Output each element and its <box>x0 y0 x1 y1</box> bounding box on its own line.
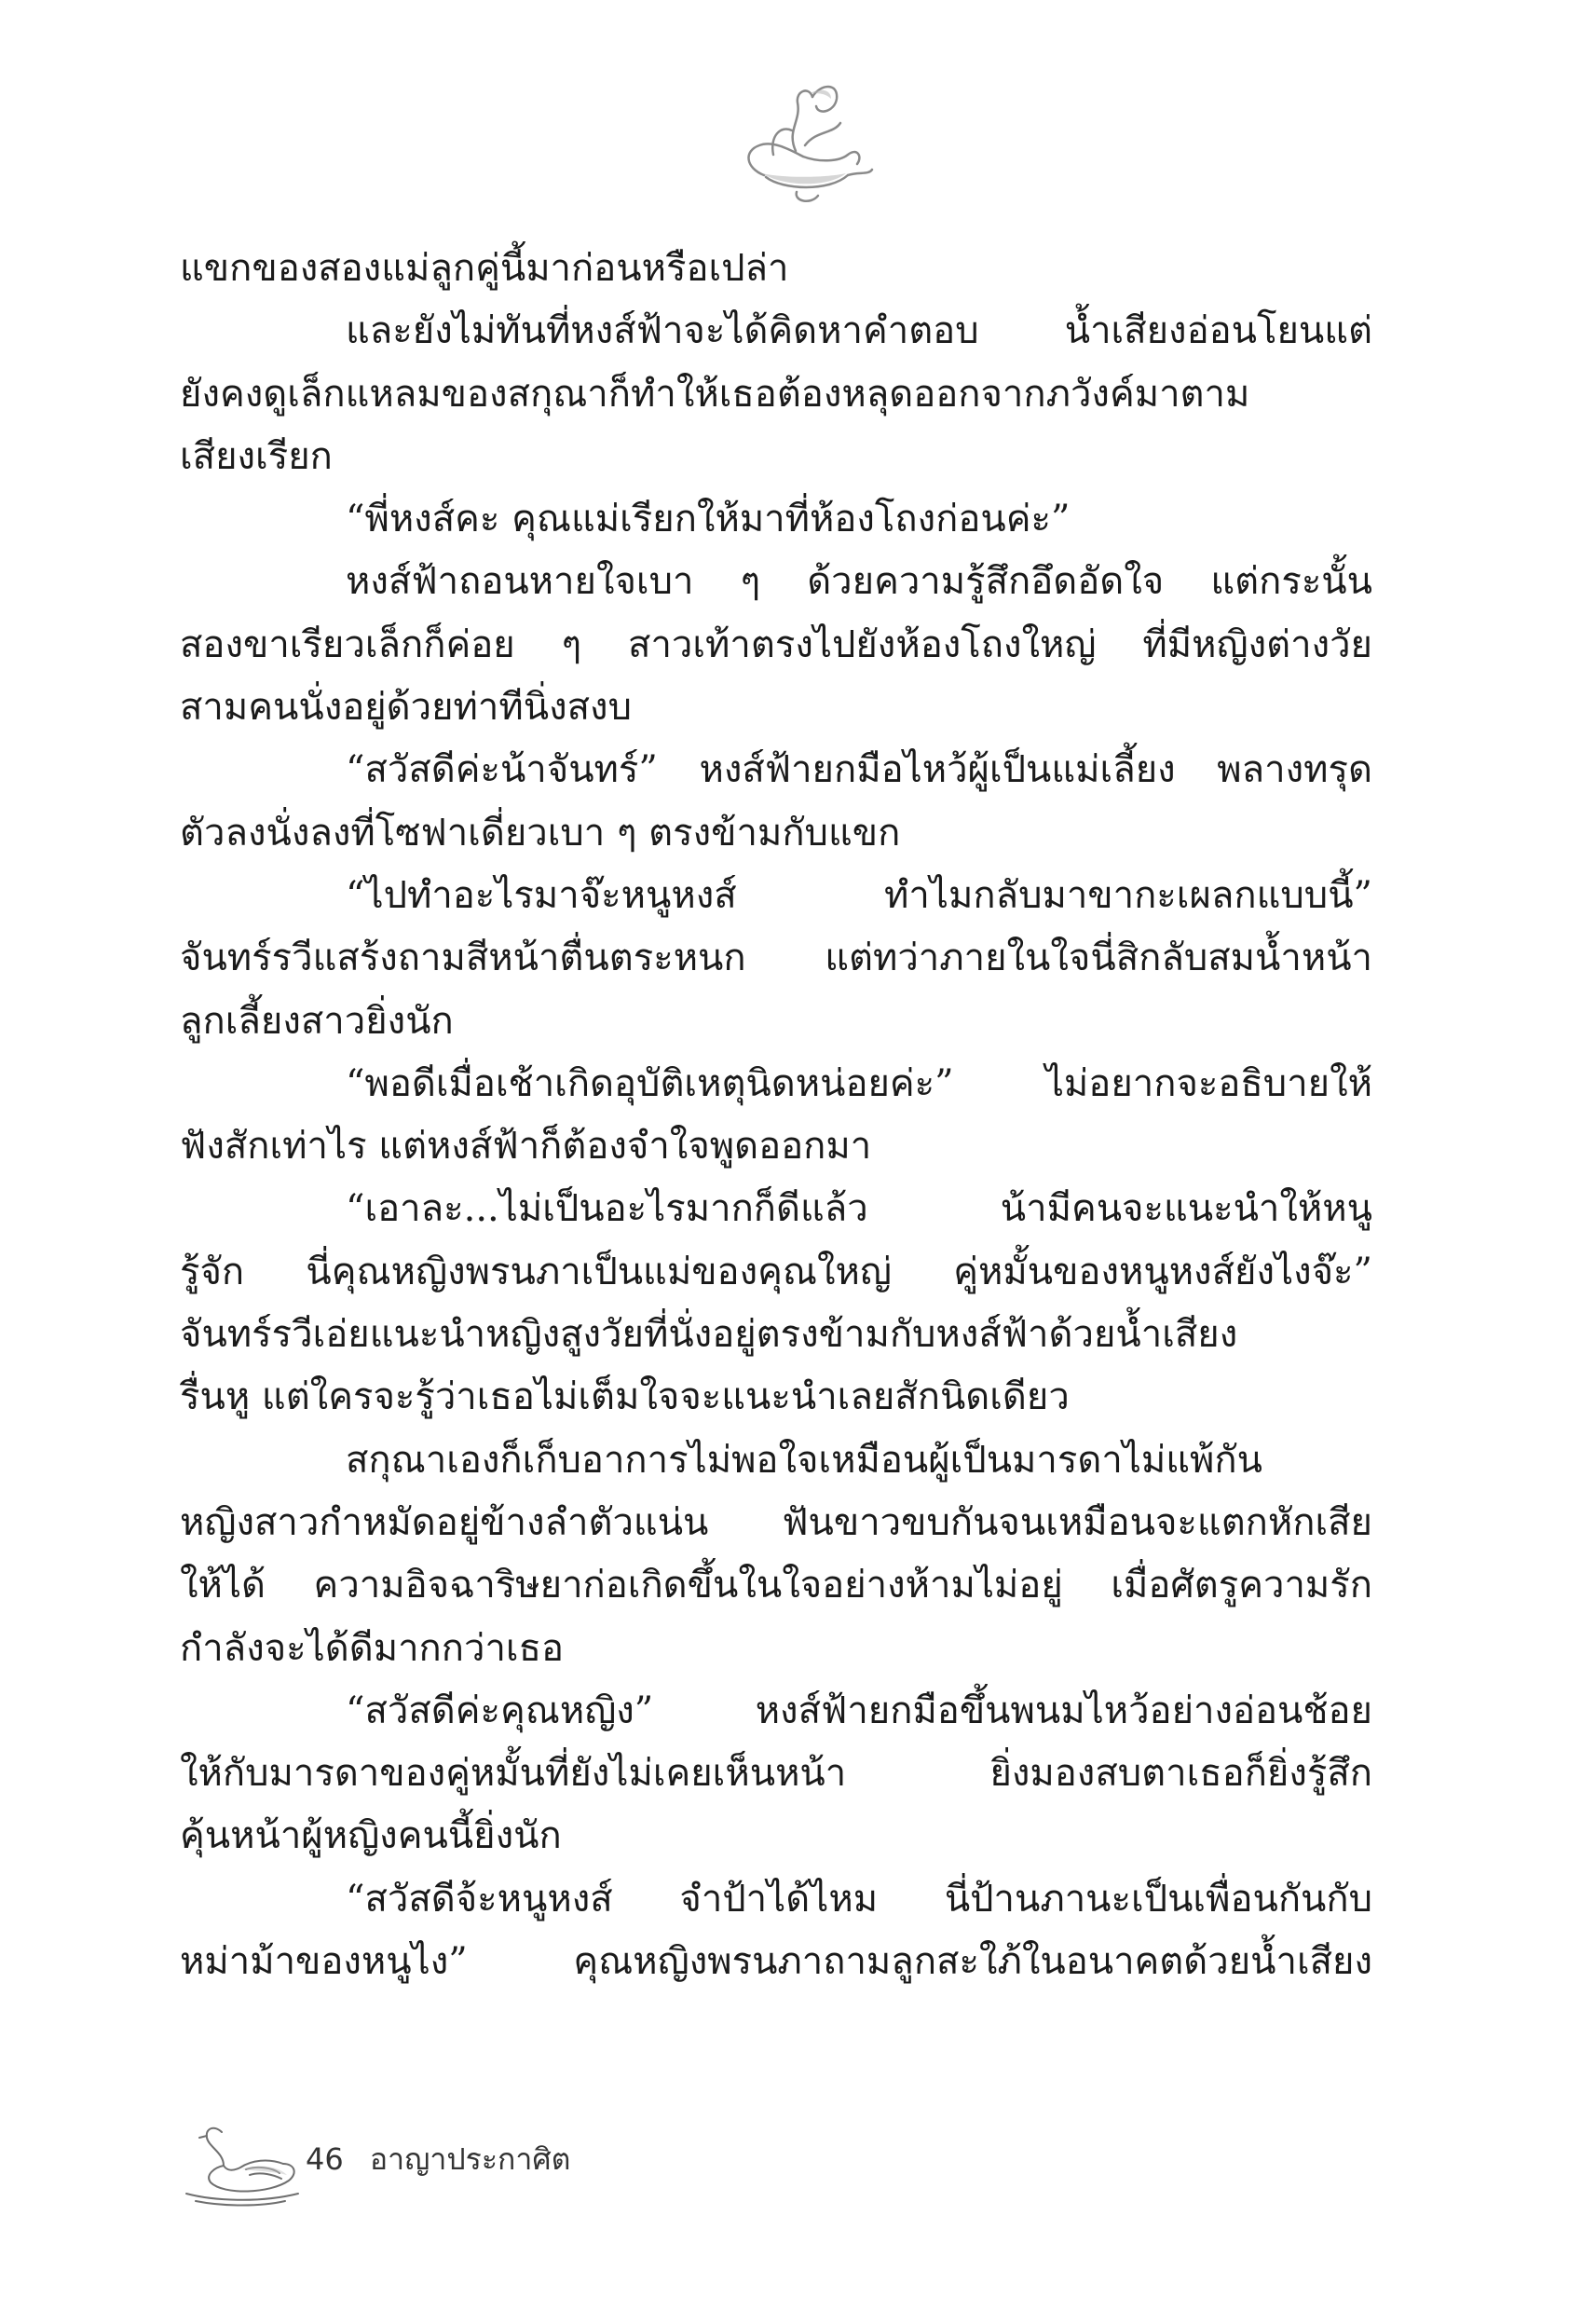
text-line-content: “สวัสดีค่ะคุณหญิง” หงส์ฟ้ายกมือขึ้นพนมไหว้อย่างอ่อนช้อย <box>346 1689 1372 1732</box>
text-line-content: “สวัสดีจ้ะหนูหงส์ จำป้าได้ไหม นี่ป้านภานะเป็นเพื่อนกันกับ <box>346 1877 1372 1921</box>
text-line-content: จันทร์รวีแสร้งถามสีหน้าตื่นตระหนก แต่ทว่าภายในใจนี่สิกลับสมน้ำหน้า <box>180 937 1372 980</box>
text-line-content: แขกของสองแม่ลูกคู่นี้มาก่อนหรือเปล่า <box>180 247 789 290</box>
text-line <box>180 927 1372 990</box>
text-line-content: รื่นหู แต่ใครจะรู้ว่าเธอไม่เต็มใจจะแนะนำเลยสักนิดเดียว <box>180 1375 1070 1419</box>
text-line <box>180 991 1372 1053</box>
footer-label <box>306 2136 570 2183</box>
swan-icon <box>168 2115 307 2208</box>
body-text <box>180 238 1372 1993</box>
text-line-content: สองขาเรียวเล็กก็ค่อย ๆ สาวเท้าตรงไปยังห้องโถงใหญ่ ที่มีหญิงต่างวัย <box>180 622 1372 666</box>
text-line-content: สกุณาเองก็เก็บอาการไม่พอใจเหมือนผู้เป็นมารดาไม่แพ้กัน <box>346 1438 1262 1482</box>
text-line-content: ให้ได้ ความอิจฉาริษยาก่อเกิดขึ้นในใจอย่างห้ามไม่อยู่ เมื่อศัตรูความรัก <box>180 1564 1372 1607</box>
text-line-content: “ไปทำอะไรมาจ๊ะหนูหงส์ ทำไมกลับมาขากะเผลกแบบนี้” <box>346 873 1372 917</box>
text-line-content: ยังคงดูเล็กแหลมของสกุณาก็ทำให้เธอต้องหลุดออกจากภวังค์มาตาม <box>180 372 1250 416</box>
page-number: 46 <box>306 2141 344 2177</box>
text-line-content: รู้จัก นี่คุณหญิงพรนภาเป็นแม่ของคุณใหญ่ คู่หมั้นของหนูหงส์ยังไงจ๊ะ” <box>180 1250 1372 1293</box>
book-title: อาญาประกาศิต <box>369 2141 571 2177</box>
text-line <box>180 238 1372 300</box>
text-line <box>180 1115 1372 1178</box>
text-line <box>180 1241 1372 1304</box>
text-line <box>180 1429 1372 1492</box>
text-line <box>180 488 1372 551</box>
text-line-content: หญิงสาวกำหมัดอยู่ข้างลำตัวแน่น ฟันขาวขบกันจนเหมือนจะแตกหักเสีย <box>180 1500 1372 1544</box>
text-line <box>180 1618 1372 1680</box>
text-line-content: “พอดีเมื่อเช้าเกิดอุบัติเหตุนิดหน่อยค่ะ” ไม่อยากจะอธิบายให้ <box>346 1061 1372 1105</box>
text-line <box>180 614 1372 677</box>
text-line <box>180 1743 1372 1805</box>
text-line <box>180 300 1372 362</box>
text-line <box>180 1805 1372 1867</box>
text-line <box>180 677 1372 739</box>
text-line-content: กำลังจะได้ดีมากกว่าเธอ <box>180 1626 565 1670</box>
text-line-content: ลูกเลี้ยงสาวยิ่งนัก <box>180 999 454 1043</box>
text-line-content: “เอาละ...ไม่เป็นอะไรมากก็ดีแล้ว น้ามีคนจะแนะนำให้หนู <box>346 1187 1372 1231</box>
text-line-content: ตัวลงนั่งลงที่โซฟาเดี่ยวเบา ๆ ตรงข้ามกับแขก <box>180 811 901 855</box>
text-line <box>180 802 1372 865</box>
text-line <box>180 1053 1372 1115</box>
text-line <box>180 551 1372 613</box>
text-line-content: เสียงเรียก <box>180 434 333 478</box>
text-line <box>180 1554 1372 1617</box>
text-line <box>180 426 1372 488</box>
text-line <box>180 1304 1372 1366</box>
text-line-content: “พี่หงส์คะ คุณแม่เรียกให้มาที่ห้องโถงก่อนค่ะ” <box>346 498 1071 541</box>
text-line <box>180 1366 1372 1429</box>
text-line-content: คุ้นหน้าผู้หญิงคนนี้ยิ่งนัก <box>180 1814 562 1858</box>
text-line-content: ฟังสักเท่าไร แต่หงส์ฟ้าก็ต้องจำใจพูดออกมา <box>180 1125 872 1169</box>
text-line-content: ให้กับมารดาของคู่หมั้นที่ยังไม่เคยเห็นหน้า ยิ่งมองสบตาเธอก็ยิ่งรู้สึก <box>180 1752 1372 1796</box>
text-line <box>180 739 1372 801</box>
text-line <box>180 1931 1372 1993</box>
page-footer <box>168 2115 727 2218</box>
text-line-content: หม่าม้าของหนูไง” คุณหญิงพรนภาถามลูกสะใภ้ในอนาคตด้วยน้ำเสียง <box>180 1940 1372 1984</box>
text-line-content: และยังไม่ทันที่หงส์ฟ้าจะได้คิดหาคำตอบ น้ำเสียงอ่อนโยนแต่ <box>346 309 1372 353</box>
magic-lamp-icon <box>708 65 885 224</box>
text-line <box>180 363 1372 426</box>
text-line <box>180 1868 1372 1931</box>
text-line-content: “สวัสดีค่ะน้าจันทร์” หงส์ฟ้ายกมือไหว้ผู้เป็นแม่เลี้ยง พลางทรุด <box>346 748 1372 792</box>
text-line-content: สามคนนั่งอยู่ด้วยท่าทีนิ่งสงบ <box>180 686 632 730</box>
text-line <box>180 1492 1372 1554</box>
text-line-content: หงส์ฟ้าถอนหายใจเบา ๆ ด้วยความรู้สึกอึดอัดใจ แต่กระนั้น <box>346 560 1372 604</box>
text-line <box>180 1680 1372 1743</box>
text-line <box>180 1178 1372 1240</box>
text-line-content: จันทร์รวีเอ่ยแนะนำหญิงสูงวัยที่นั่งอยู่ตรงข้ามกับหงส์ฟ้าด้วยน้ำเสียง <box>180 1313 1238 1357</box>
text-line <box>180 865 1372 927</box>
